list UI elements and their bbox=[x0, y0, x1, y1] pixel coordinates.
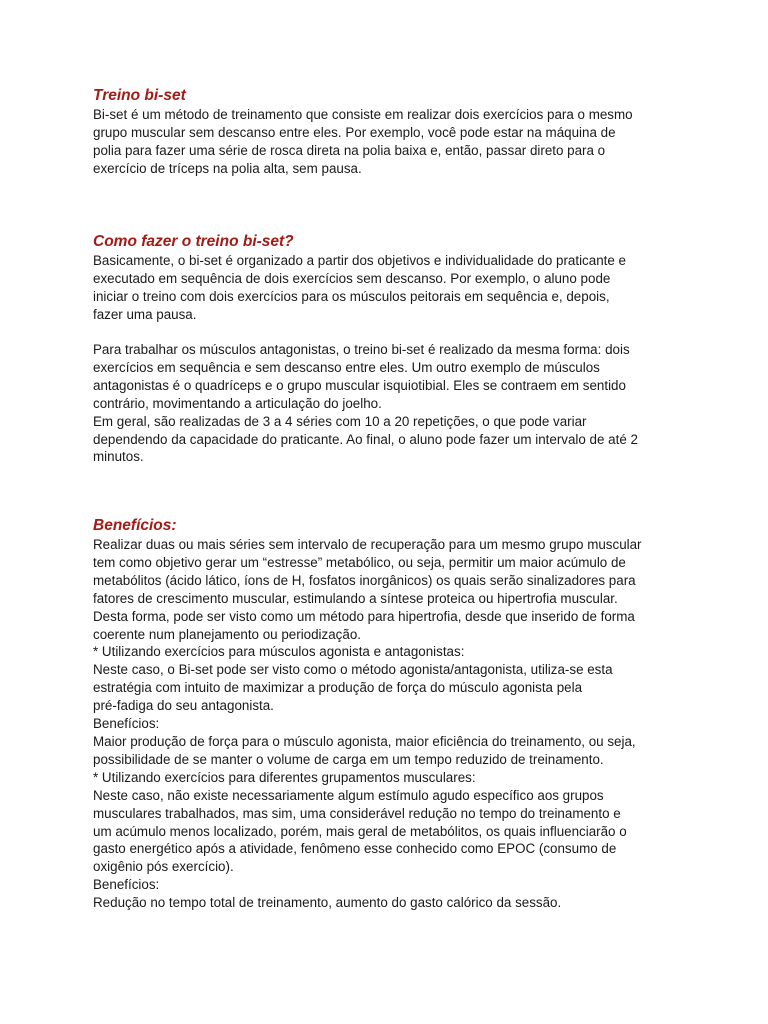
text-line: Bi-set é um método de treinamento que consiste em realizar dois exercícios para o mesmo bbox=[93, 107, 633, 122]
text-line: grupo muscular sem descanso entre eles. Por exemplo, você pode estar na máquina de bbox=[93, 124, 616, 140]
section-heading: Treino bi-set bbox=[93, 87, 186, 104]
text-line: fatores de crescimento muscular, estimulando a síntese proteica ou hipertrofia muscular. bbox=[93, 590, 618, 606]
section-como-fazer bbox=[93, 232, 626, 324]
text-line: minutos. bbox=[93, 449, 144, 465]
text-line: estratégia com intuito de maximizar a produção de força do músculo agonista pela bbox=[93, 680, 583, 696]
text-line: coerente num planejamento ou periodização. bbox=[93, 626, 361, 642]
section-body bbox=[93, 106, 633, 178]
text-line: dependendo da capacidade do praticante. Ao final, o aluno pode fazer um intervalo de até 2 bbox=[93, 431, 638, 447]
text-line: * Utilizando exercícios para músculos agonista e antagonistas: bbox=[93, 644, 465, 660]
text-line: fazer uma pausa. bbox=[93, 306, 197, 322]
text-line: possibilidade de se manter o volume de carga em um tempo reduzido de treinamento. bbox=[93, 751, 604, 767]
text-line: Benefícios: bbox=[93, 716, 160, 732]
text-line: polia para fazer uma série de rosca direta na polia baixa e, então, passar direto para o bbox=[93, 142, 606, 158]
text-line: iniciar o treino com dois exercícios para os músculos peitorais em sequência e, depois, bbox=[93, 288, 610, 304]
text-line: musculares trabalhados, mas sim, uma considerável redução no tempo do treinamento e bbox=[93, 805, 621, 821]
section-body bbox=[93, 536, 642, 912]
text-line: Para trabalhar os músculos antagonistas, o treino bi-set é realizado da mesma forma: dois bbox=[93, 342, 630, 357]
text-line: antagonistas é o quadríceps e o grupo muscular isquiotibial. Eles se contraem em sentido bbox=[93, 377, 626, 393]
text-line: Neste caso, o Bi-set pode ser visto como o método agonista/antagonista, utiliza-se esta bbox=[93, 662, 613, 678]
text-line: gasto energético após a atividade, fenômeno esse conhecido como EPOC (consumo de bbox=[93, 841, 617, 857]
section-treino-bi-set bbox=[93, 86, 633, 178]
section-beneficios bbox=[93, 516, 642, 912]
text-line: * Utilizando exercícios para diferentes grupamentos musculares: bbox=[93, 769, 476, 785]
text-line: um acúmulo menos localizado, porém, mais geral de metabólitos, os quais influenciarão o bbox=[93, 823, 627, 839]
text-line: metabólitos (ácido lático, íons de H, fosfatos inorgânicos) os quais serão sinalizadores para bbox=[93, 572, 636, 588]
section-heading: Como fazer o treino bi-set? bbox=[93, 233, 294, 250]
text-line: exercícios em sequência e sem descanso entre eles. Um outro exemplo de músculos bbox=[93, 359, 600, 375]
text-line: pré-fadiga do seu antagonista. bbox=[93, 698, 274, 714]
text-line: contrário, movimentando a articulação do joelho. bbox=[93, 395, 382, 411]
text-line: Maior produção de força para o músculo agonista, maior eficiência do treinamento, ou seja, bbox=[93, 733, 636, 749]
text-line: Desta forma, pode ser visto como um método para hipertrofia, desde que inserido de forma bbox=[93, 608, 635, 624]
section-heading: Benefícios: bbox=[93, 517, 177, 534]
text-line: tem como objetivo gerar um “estresse” metabólico, ou seja, permitir um maior acúmulo de bbox=[93, 554, 626, 570]
section-body bbox=[93, 252, 626, 324]
text-line: Em geral, são realizadas de 3 a 4 séries com 10 a 20 repetições, o que pode variar bbox=[93, 413, 587, 429]
text-line: Realizar duas ou mais séries sem intervalo de recuperação para um mesmo grupo muscular bbox=[93, 537, 642, 552]
text-line: executado em sequência de dois exercícios sem descanso. Por exemplo, o aluno pode bbox=[93, 270, 611, 286]
text-line: exercício de tríceps na polia alta, sem pausa. bbox=[93, 160, 362, 176]
text-line: Benefícios: bbox=[93, 877, 160, 893]
text-line: Neste caso, não existe necessariamente algum estímulo agudo específico aos grupos bbox=[93, 787, 604, 803]
text-line: Basicamente, o bi-set é organizado a partir dos objetivos e individualidade do praticante e bbox=[93, 253, 626, 268]
section-como-fazer-paragraph-2 bbox=[93, 341, 638, 466]
text-line: oxigênio pós exercício). bbox=[93, 859, 234, 875]
text-line: Redução no tempo total de treinamento, aumento do gasto calórico da sessão. bbox=[93, 895, 562, 911]
